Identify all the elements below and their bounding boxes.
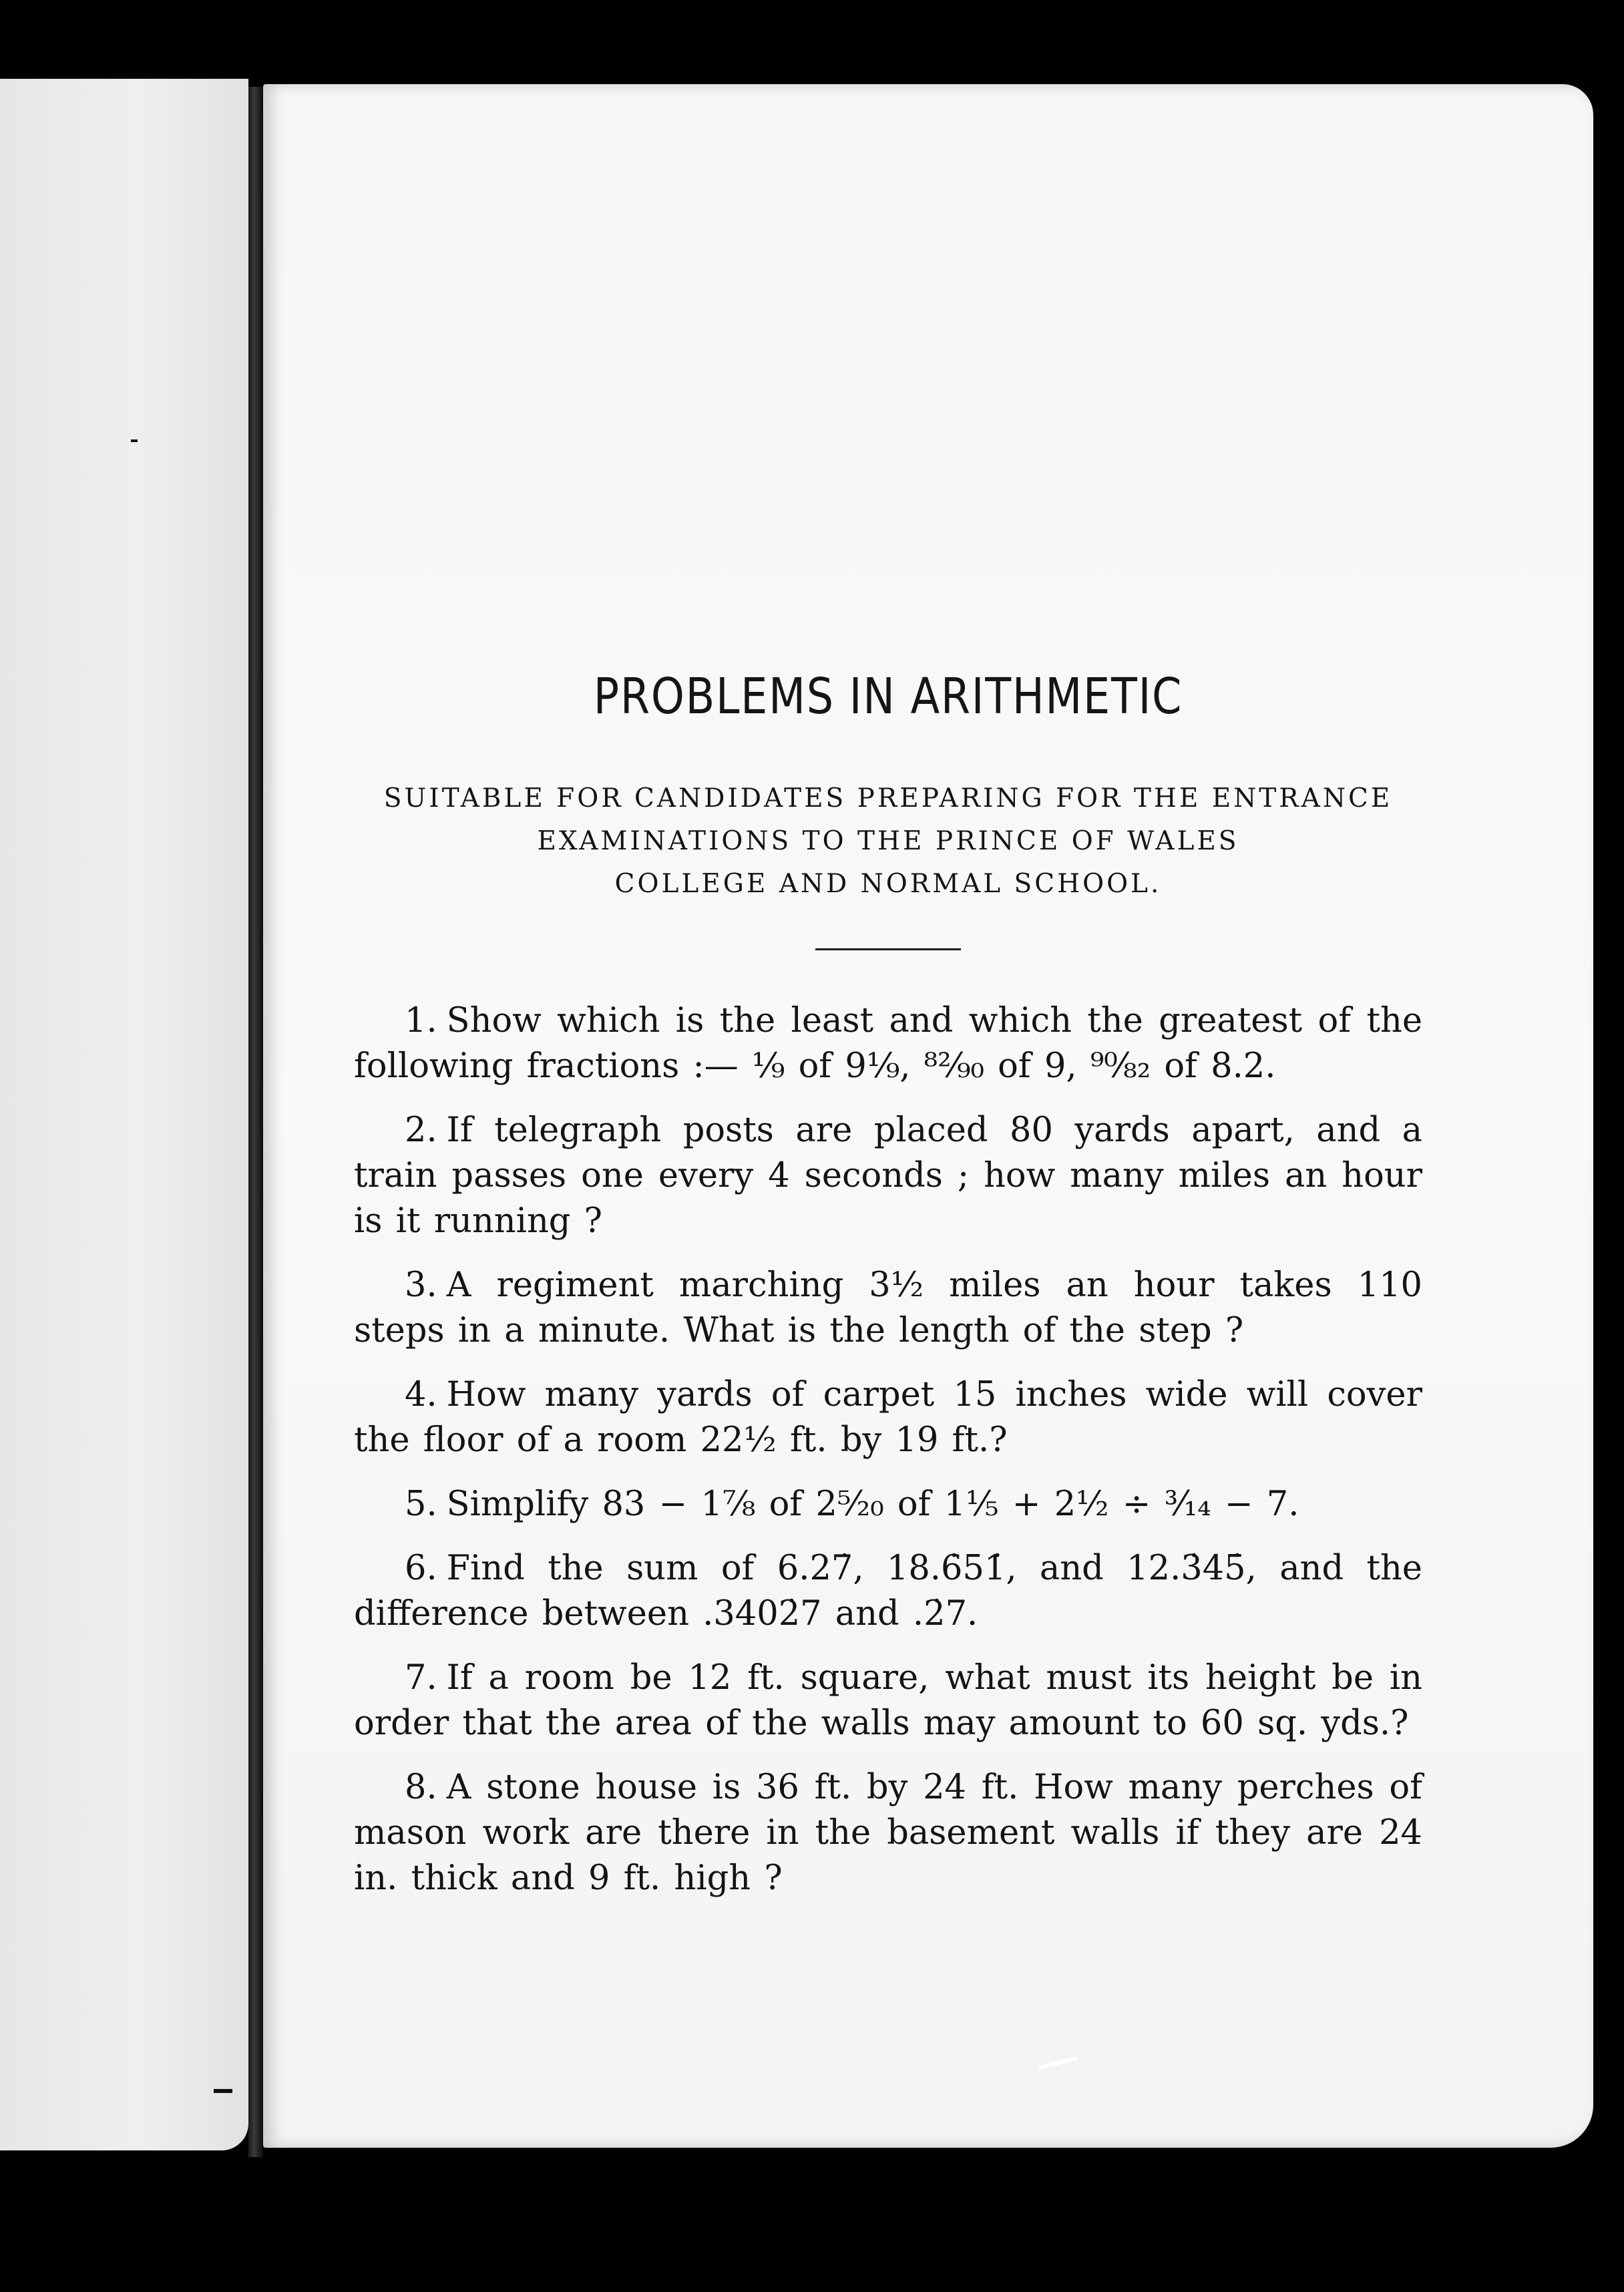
problem-item [354,1108,1422,1244]
subtitle-line: EXAMINATIONS TO THE PRINCE OF WALES [537,826,1239,856]
problem-number: 8. [405,1768,437,1807]
problem-text: If a room be 12 ft. square, what must its height be in order that the area of the walls may amount to 60 sq. yds.? [354,1658,1422,1743]
subtitle [354,777,1422,906]
problem-item [354,1372,1422,1463]
problem-number: 7. [405,1658,437,1698]
page-content [354,668,1422,1920]
problem-number: 5. [405,1485,437,1524]
problem-number: 4. [405,1375,437,1414]
problem-item [354,1546,1422,1637]
page-title: PROBLEMS IN ARITHMETIC [593,668,1183,725]
problem-number: 1. [405,1001,437,1040]
problem-item [354,1765,1422,1901]
subtitle-line: COLLEGE AND NORMAL SCHOOL. [614,869,1162,899]
problem-list [354,998,1422,1901]
divider-rule [815,948,961,950]
ink-speck [214,2089,232,2093]
ink-speck [131,439,138,442]
problem-number: 6. [405,1549,437,1588]
problem-text: How many yards of carpet 15 inches wide will cover the floor of a room 22½ ft. by 19 ft.? [354,1375,1422,1460]
book-spine [248,87,263,2157]
problem-text: Find the sum of 6.27̇, 18.6̇51̇, and 12.3̇45̇, and the difference between .3402̇7 and .2̇7. [354,1549,1422,1634]
problem-text: Show which is the least and which the greatest of the following fractions :— ⅑ of 9⅑, ⁸²⁄₉₀ of 9, ⁹⁰⁄₈₂ of 8.2. [354,1001,1422,1086]
problem-item [354,1482,1422,1527]
problem-item [354,1263,1422,1354]
subtitle-line: SUITABLE FOR CANDIDATES PREPARING FOR THE ENTRANCE [383,783,1393,813]
problem-number: 2. [405,1111,437,1150]
problem-text: If telegraph posts are placed 80 yards apart, and a train passes one every 4 seconds ; how many miles an hour is it running ? [354,1111,1422,1241]
problem-text: A stone house is 36 ft. by 24 ft. How many perches of mason work are there in the basement walls if they are 24 in. thick and 9 ft. high ? [354,1768,1422,1898]
problem-number: 3. [405,1266,437,1305]
problem-text: A regiment marching 3½ miles an hour takes 110 steps in a minute. What is the length of the step ? [354,1266,1422,1350]
problem-item [354,1656,1422,1746]
facing-page [0,79,248,2150]
page-stain [1038,2056,1078,2070]
problem-text: Simplify 83 − 1⅞ of 2⁵⁄₂₀ of 1⅕ + 2½ ÷ ³⁄₁₄ − 7. [446,1485,1299,1524]
problem-item [354,998,1422,1089]
